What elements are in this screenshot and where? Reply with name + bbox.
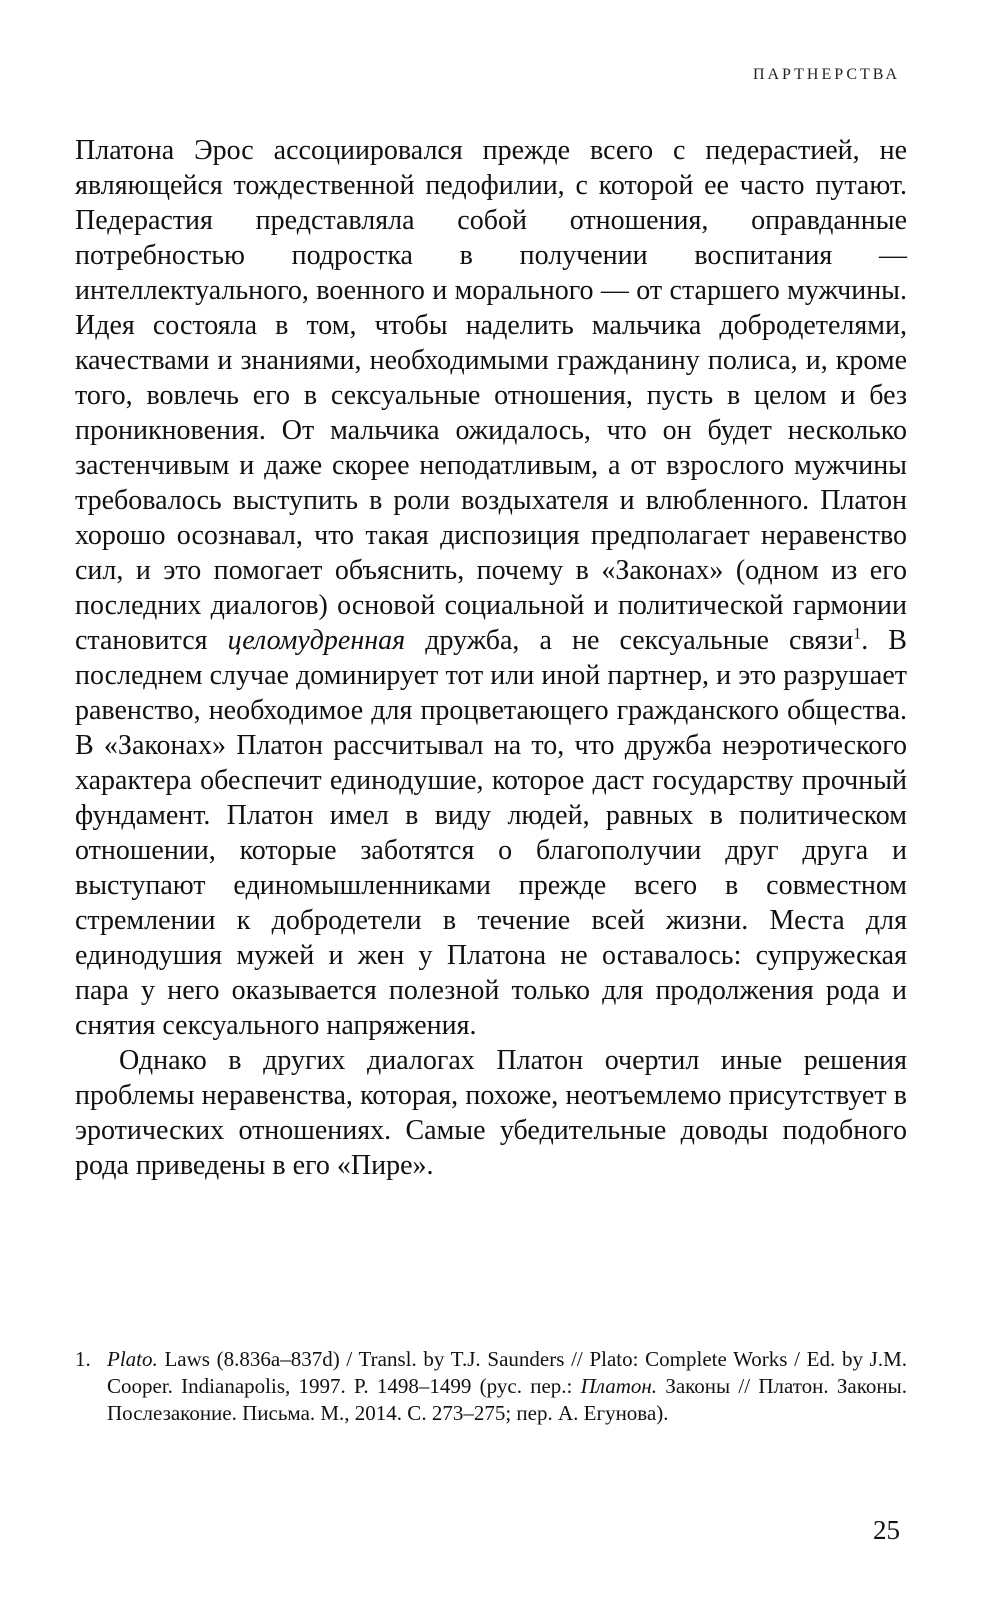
page-number: 25 — [873, 1515, 900, 1545]
footnote-citation: Laws (8.836a–837d) / Transl. by T.J. Saunders // Plato: Complete Works / Ed. by J.M. Cooper. Indianapolis, 1997. P. 1498–1499 (рус. пер.: — [107, 1347, 907, 1398]
footnote-citation: Законы // Платон. Законы. Послезаконие. Письма. М., 2014. С. 273–275; пер. А. Егунова). — [107, 1374, 907, 1425]
footnote-text — [107, 1346, 907, 1427]
footnote-author: Plato. — [107, 1347, 158, 1371]
paragraph-text: дружба, а не сексуальные связи — [405, 625, 854, 656]
footnote-reference[interactable]: 1 — [853, 625, 862, 643]
running-head: ПАРТНЕРСТВА — [752, 66, 900, 83]
paragraph-text: . В последнем случае доминирует тот или иной партнер, и это разрушает равенство, необходимое для процветающего гражданского общества. В «Законах» Платон рассчитывал на то, что дружба неэротического характера обеспечит единодушие, которое даст государству прочный фундамент. Платон имел в виду людей, равных в политическом отношении, которые заботятся о благополучии друг друга и выступают единомышленниками прежде всего в совместном стремлении к добродетели в течение всей жизни. Места для единодушия мужей и жен у Платона не оставалось: супружеская пара у него оказывается полезной только для продолжения рода и снятия сексуального напряжения. — [75, 625, 907, 1041]
emphasized-word: целомудренная — [227, 625, 406, 656]
footnote-number: 1. — [75, 1347, 91, 1371]
footnote-author: Платон. — [580, 1374, 658, 1398]
main-text — [75, 133, 907, 1183]
paragraph: Однако в других диалогах Платон очертил иные решения проблемы неравенства, которая, похоже, неотъемлемо присутствует в эротических отношениях. Самые убедительные доводы подобного рода приведены в его «Пире». — [75, 1045, 907, 1181]
footnotes — [75, 1346, 907, 1427]
footnote — [75, 1346, 907, 1427]
paragraph-text: Платона Эрос ассоциировался прежде всего с педерастией, не являющейся тождественной педофилии, с которой ее часто путают. Педерастия представляла собой отношения, оправданные потребностью подростка в получении воспитания — интеллектуального, военного и морального — от старшего мужчины. Идея состояла в том, чтобы наделить мальчика добродетелями, качествами и знаниями, необходимыми гражданину полиса, и, кроме того, вовлечь его в сексуальные отношения, пусть в целом и без проникновения. От мальчика ожидалось, что он будет несколько застенчивым и даже скорее неподатливым, а от взрослого мужчины требовалось выступить в роли воздыхателя и влюбленного. Платон хорошо осознавал, что такая диспозиция предполагает неравенство сил, и это помогает объяснить, почему в «Законах» (одном из его последних диалогов) основой социальной и политической гармонии становится — [75, 135, 907, 656]
paragraph — [75, 133, 907, 1043]
